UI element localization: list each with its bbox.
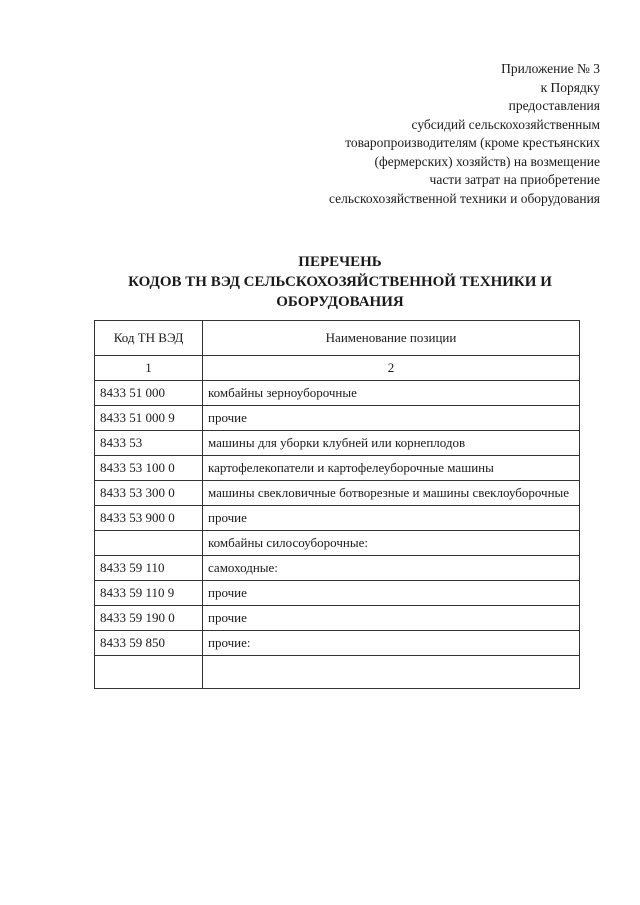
name-cell: прочие:	[203, 631, 580, 656]
name-cell: самоходные:	[203, 556, 580, 581]
appendix-line: товаропроизводителям (кроме крестьянских	[345, 135, 600, 150]
name-cell: комбайны силосоуборочные:	[203, 531, 580, 556]
column-header-code: Код ТН ВЭД	[95, 321, 203, 356]
table-row	[95, 456, 580, 481]
column-header-name: Наименование позиции	[203, 321, 580, 356]
name-cell: комбайны зерноуборочные	[203, 381, 580, 406]
table-row	[95, 531, 580, 556]
table-row	[95, 481, 580, 506]
code-cell: 8433 59 110 9	[95, 581, 203, 606]
name-cell: прочие	[203, 506, 580, 531]
column-number: 1	[95, 356, 203, 381]
code-cell: 8433 59 190 0	[95, 606, 203, 631]
name-cell: картофелекопатели и картофелеуборочные машины	[203, 456, 580, 481]
table-row	[95, 431, 580, 456]
name-cell: машины для уборки клубней или корнеплодов	[203, 431, 580, 456]
appendix-line: к Порядку	[540, 79, 600, 95]
code-cell	[95, 531, 203, 556]
code-cell	[95, 656, 203, 689]
name-cell	[203, 656, 580, 689]
title-line-2: КОДОВ ТН ВЭД СЕЛЬСКОХОЗЯЙСТВЕННОЙ ТЕХНИКИ И	[128, 274, 552, 290]
code-cell: 8433 53 100 0	[95, 456, 203, 481]
name-cell: прочие	[203, 581, 580, 606]
code-cell: 8433 53	[95, 431, 203, 456]
appendix-line: предоставления	[508, 98, 600, 113]
header-row	[95, 321, 580, 356]
code-cell: 8433 53 300 0	[95, 481, 203, 506]
code-cell: 8433 59 850	[95, 631, 203, 656]
column-number-row	[95, 356, 580, 381]
title-line-1: ПЕРЕЧЕНЬ	[298, 254, 382, 270]
appendix-reference	[240, 60, 600, 208]
appendix-line: сельскохозяйственной техники и оборудования	[328, 190, 600, 206]
appendix-line: Приложение № 3	[501, 61, 600, 76]
table-row	[95, 606, 580, 631]
table-row	[95, 406, 580, 431]
name-cell: машины свекловичные ботворезные и машины свеклоуборочные	[203, 481, 580, 506]
codes-table	[94, 320, 580, 689]
table-row	[95, 381, 580, 406]
appendix-line: части затрат на приобретение	[429, 172, 600, 187]
name-cell: прочие	[203, 606, 580, 631]
name-cell: прочие	[203, 406, 580, 431]
table-row	[95, 656, 580, 689]
title-line-3: ОБОРУДОВАНИЯ	[276, 294, 404, 310]
code-cell: 8433 59 110	[95, 556, 203, 581]
table-row	[95, 581, 580, 606]
appendix-line: (фермерских) хозяйств) на возмещение	[374, 153, 600, 169]
code-cell: 8433 51 000 9	[95, 406, 203, 431]
table-row	[95, 506, 580, 531]
table-row	[95, 631, 580, 656]
document-title	[90, 252, 590, 312]
column-number: 2	[203, 356, 580, 381]
table-row	[95, 556, 580, 581]
code-cell: 8433 51 000	[95, 381, 203, 406]
appendix-line: субсидий сельскохозяйственным	[411, 116, 600, 132]
code-cell: 8433 53 900 0	[95, 506, 203, 531]
